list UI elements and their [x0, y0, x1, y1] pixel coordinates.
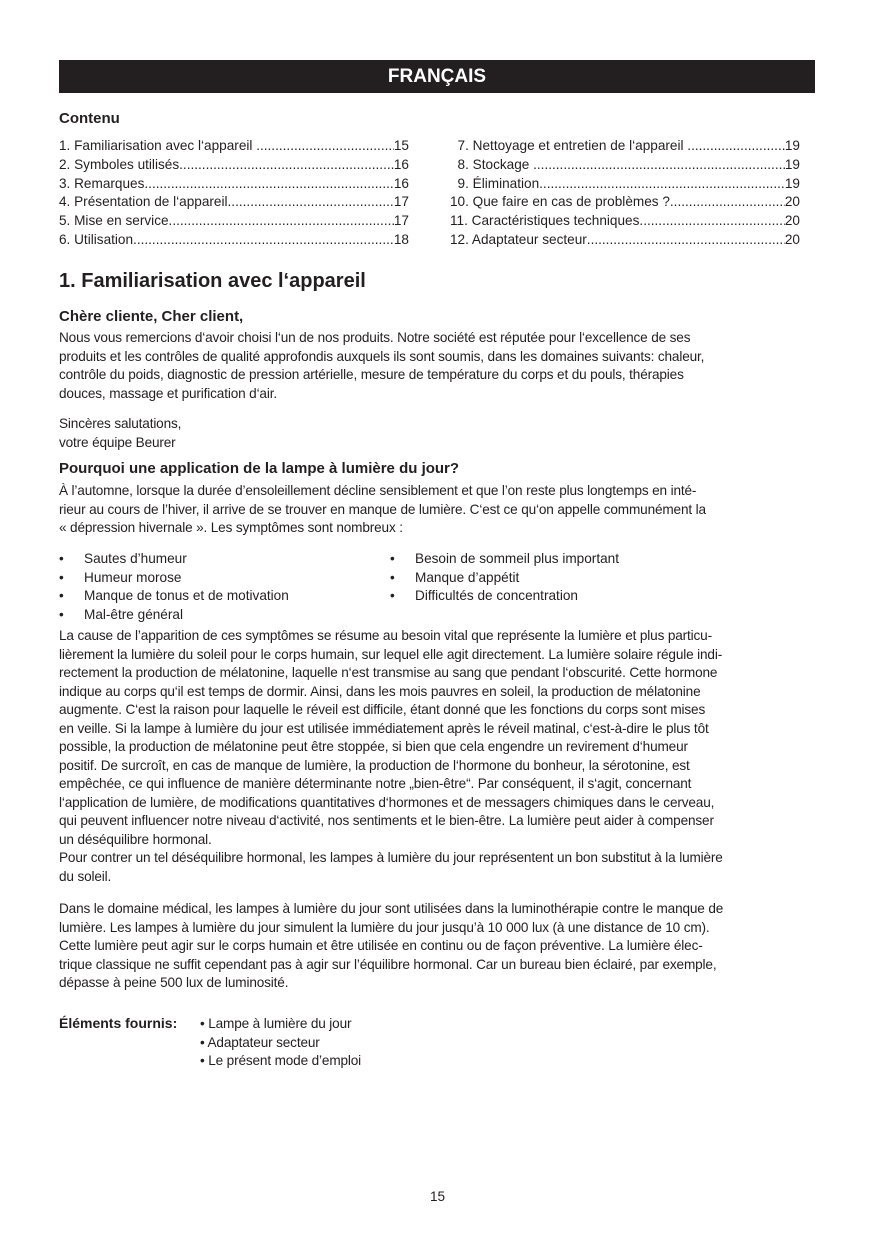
page-number: 15	[429, 1189, 446, 1204]
list-item	[59, 587, 389, 606]
list-item-text: Difficultés de concentration	[415, 588, 578, 603]
paragraph-line: trique classique ne suffit cependant pas à agir sur l’équilibre hormonal. Car un bureau bien éclairé, par exemple,	[59, 956, 717, 972]
list-item	[59, 569, 389, 588]
toc-title: Contenu	[59, 110, 120, 127]
paragraph-line: produits et les contrôles de qualité approfondis auxquels ils sont soumis, dans les domaines suivants: chaleur,	[59, 348, 705, 364]
toc-leader-dots	[539, 175, 785, 194]
paragraph-line: un déséquilibre hormonal.	[59, 831, 212, 847]
toc-entry[interactable]	[59, 137, 409, 156]
toc-entry-page: 19	[784, 156, 800, 172]
toc-entry[interactable]	[450, 193, 800, 212]
toc-leader-dots	[670, 193, 785, 212]
toc-entry-page: 18	[393, 231, 409, 247]
list-item	[390, 569, 720, 588]
toc-leader-dots	[639, 212, 784, 231]
toc-entry-page: 20	[784, 194, 800, 210]
paragraph-line: Pour contrer un tel déséquilibre hormonal, les lampes à lumière du jour représentent un bon substitut à la lumière	[59, 850, 723, 865]
toc-leader-dots	[179, 156, 394, 175]
toc-entry-label: 2. Symboles utilisés	[59, 156, 180, 172]
toc-entry[interactable]	[59, 231, 409, 250]
toc-entry[interactable]	[450, 212, 800, 231]
list-item	[390, 550, 720, 569]
bullet-icon: •	[59, 588, 64, 603]
paragraph-line: indique au corps qu‘il est temps de dormir. Ainsi, dans les mois pauvres en soleil, la production de mélatonine	[59, 683, 701, 699]
list-item	[59, 606, 389, 625]
toc-entry[interactable]	[450, 231, 800, 250]
toc-entry[interactable]	[59, 193, 409, 212]
paragraph-line: « dépression hivernale ». Les symptômes sont nombreux :	[59, 520, 403, 535]
bullet-icon: •	[390, 588, 395, 603]
why-paragraph	[59, 482, 706, 538]
paragraph-line: l‘application de lumière, de modifications quantitatives d‘hormones et de messagers chimiques dans le cerveau,	[59, 794, 715, 810]
closing-line: Sincères salutations,	[59, 416, 182, 431]
list-item-text: Sautes d’humeur	[84, 551, 187, 566]
paragraph-line: positif. De surcroît, en cas de manque de lumière, la production de l‘hormone du bonheur, la sérotonine, est	[59, 757, 690, 773]
toc-entry-label: 11. Caractéristiques techniques	[450, 213, 640, 229]
toc-entry-label: 5. Mise en service	[59, 213, 169, 229]
intro-paragraph	[59, 329, 704, 403]
paragraph-line: rieur au cours de l’hiver, il arrive de se trouver en manque de lumière. C‘est ce qu‘on appelle communément la	[59, 501, 706, 517]
supplied-item: • Le présent mode d’emploi	[200, 1053, 362, 1068]
medical-paragraph	[59, 900, 723, 993]
toc-right-column	[450, 137, 800, 250]
toc-leader-dots	[256, 137, 394, 156]
bullet-icon: •	[390, 551, 395, 566]
toc-entry-label: 10. Que faire en cas de problèmes ?	[450, 194, 670, 210]
toc-entry-page: 19	[784, 138, 800, 153]
why-heading: Pourquoi une application de la lampe à lumière du jour?	[59, 460, 460, 477]
toc-leader-dots	[533, 156, 785, 175]
toc-entry-label: 3. Remarques	[59, 175, 145, 191]
toc-entry-page: 17	[393, 213, 409, 229]
paragraph-line: qui peuvent influencer notre niveau d‘activité, nos sentiments et le bien-être. La lumière peut aider à compenser	[59, 813, 714, 828]
closing	[59, 415, 181, 452]
symptom-list-right	[390, 550, 720, 606]
toc-entry[interactable]	[450, 137, 800, 156]
list-item-text: Manque de tonus et de motivation	[84, 588, 289, 603]
paragraph-line: lièrement la lumière du soleil pour le corps humain, sur lequel elle agit directement. La lumière solaire régule indi-	[59, 646, 723, 662]
toc-entry-page: 16	[393, 175, 409, 191]
toc-entry[interactable]	[59, 156, 409, 175]
toc-entry-label: 9. Élimination	[450, 175, 540, 191]
toc-entry-page: 20	[784, 213, 800, 229]
list-item-text: Humeur morose	[84, 569, 182, 585]
paragraph-line: La cause de l’apparition de ces symptômes se résume au besoin vital que représente la lumière et plus particu-	[59, 628, 712, 643]
toc-entry-label: 12. Adaptateur secteur	[450, 231, 587, 247]
bullet-icon: •	[59, 569, 64, 585]
toc-leader-dots	[587, 231, 785, 250]
list-item-text: Mal-être général	[84, 606, 183, 622]
toc-leader-dots	[228, 193, 394, 212]
toc-entry-label: 4. Présentation de l‘appareil	[59, 194, 228, 210]
list-item	[390, 587, 720, 606]
bullet-icon: •	[390, 569, 395, 585]
toc-entry-page: 16	[393, 156, 409, 172]
toc-entry-page: 20	[784, 231, 800, 247]
cause-paragraph	[59, 627, 723, 886]
toc-entry[interactable]	[450, 156, 800, 175]
paragraph-line: en veille. Si la lampe à lumière du jour est utilisée immédiatement après le réveil matinal, c‘est-à-dire le plus tôt	[59, 720, 709, 736]
supplied-item: • Lampe à lumière du jour	[200, 1016, 352, 1031]
supplied-items	[200, 1015, 361, 1071]
closing-line: votre équipe Beurer	[59, 434, 176, 450]
paragraph-line: Nous vous remercions d‘avoir choisi l‘un de nos produits. Notre société est réputée pour l‘excellence de ses	[59, 330, 691, 345]
paragraph-line: empêchée, ce qui influence de manière déterminante notre „bien-être“. Par conséquent, il s‘agit, concernant	[59, 776, 692, 791]
toc-entry[interactable]	[59, 175, 409, 194]
toc-entry-label: 6. Utilisation	[59, 231, 134, 247]
list-item-text: Manque d’appétit	[415, 569, 520, 585]
toc-entry[interactable]	[450, 175, 800, 194]
supplied-item: • Adaptateur secteur	[200, 1034, 320, 1050]
list-item-text: Besoin de sommeil plus important	[415, 551, 619, 566]
toc-left-column	[59, 137, 409, 250]
paragraph-line: dépasse à peine 500 lux de luminosité.	[59, 975, 289, 990]
paragraph-line: À l’automne, lorsque la durée d’ensoleillement décline sensiblement et que l’on reste plus longtemps en inté-	[59, 483, 697, 498]
paragraph-line: augmente. C‘est la raison pour laquelle le réveil est difficile, étant donné que les fonctions du corps sont mises	[59, 702, 706, 717]
toc-entry-label: 1. Familiarisation avec l‘appareil	[59, 138, 257, 153]
paragraph-line: Cette lumière peut agir sur le corps humain et être utilisée en continu ou de façon préventive. La lumière élec-	[59, 938, 703, 953]
paragraph-line: lumière. Les lampes à lumière du jour simulent la lumière du jour jusqu’à 10 000 lux (à une distance de 10 cm).	[59, 919, 710, 935]
toc-entry-label: 7. Nettoyage et entretien de l‘appareil	[450, 138, 688, 153]
paragraph-line: douces, massage et purification d‘air.	[59, 385, 277, 401]
paragraph-line: Dans le domaine médical, les lampes à lumière du jour sont utilisées dans la luminothérapie contre le manque de	[59, 901, 724, 916]
paragraph-line: possible, la production de mélatonine peut être stoppée, si bien que cela engendre un revirement d‘humeur	[59, 739, 688, 754]
symptom-list-left	[59, 550, 389, 624]
toc-leader-dots	[133, 231, 394, 250]
toc-entry[interactable]	[59, 212, 409, 231]
toc-leader-dots	[144, 175, 393, 194]
bullet-icon: •	[59, 551, 64, 566]
toc-entry-page: 19	[784, 175, 800, 191]
toc-entry-page: 15	[393, 138, 409, 153]
language-banner: FRANÇAIS	[59, 60, 815, 93]
section-title: 1. Familiarisation avec l‘appareil	[59, 270, 366, 292]
toc-leader-dots	[687, 137, 785, 156]
supplied-label: Éléments fournis:	[59, 1015, 178, 1031]
toc-entry-page: 17	[393, 194, 409, 210]
paragraph-line: contrôle du poids, diagnostic de pression artérielle, mesure de température du corps et du pouls, thérapies	[59, 367, 684, 382]
greeting: Chère cliente, Cher client,	[59, 308, 244, 325]
toc-entry-label: 8. Stockage	[450, 156, 534, 172]
paragraph-line: du soleil.	[59, 868, 112, 884]
bullet-icon: •	[59, 606, 64, 622]
paragraph-line: rectement la production de mélatonine, laquelle n‘est transmise au sang que pendant l‘obscurité. Cette hormone	[59, 665, 718, 680]
list-item	[59, 550, 389, 569]
toc-leader-dots	[169, 212, 394, 231]
